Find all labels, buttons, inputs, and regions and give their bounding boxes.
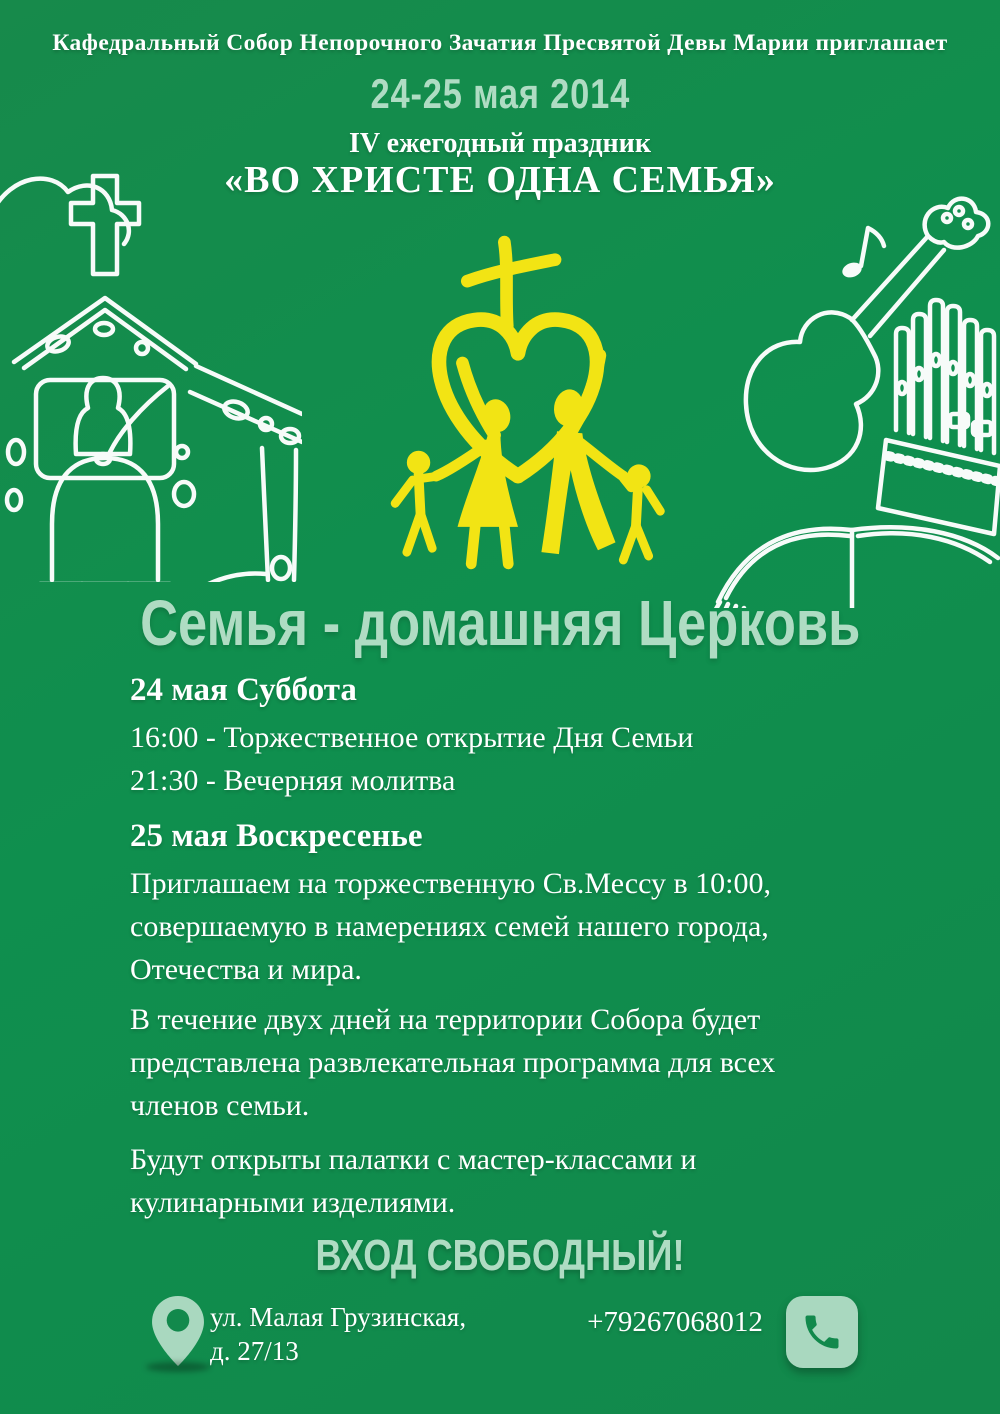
phone-number: +79267068012 (587, 1306, 763, 1338)
slogan-heading: Семья - домашняя Церковь (139, 587, 861, 659)
address-line-2: д. 27/13 (210, 1336, 299, 1366)
family-heart-cross-logo-icon (362, 230, 674, 576)
phone-button (786, 1296, 858, 1368)
invite-line: Кафедральный Собор Непорочного Зачатия Пресвятой Девы Марии приглашает (52, 30, 948, 56)
paragraph-line: В течение двух дней на территории Собора будет (130, 1003, 761, 1036)
saturday-title: 24 мая Суббота (130, 672, 357, 708)
guitar-organ-book-sketch-icon (700, 178, 1000, 608)
location-pin-icon (152, 1296, 204, 1376)
paragraph-line: Будут открыты палатки с мастер-классами и (130, 1143, 697, 1176)
program-paragraph (130, 998, 900, 1127)
address-line-1: ул. Малая Грузинская, (210, 1302, 467, 1332)
paragraph-line: совершаемую в намерениях семей нашего города, (130, 910, 769, 943)
sunday-paragraph (130, 862, 900, 991)
free-entry-heading: ВХОД СВОБОДНЫЙ! (315, 1231, 685, 1280)
schedule-line: 21:30 - Вечерняя молитва (130, 764, 456, 797)
paragraph-line: Приглашаем на торжественную Св.Мессу в 10:00, (130, 867, 771, 900)
paragraph-line: Отечества и мира. (130, 953, 362, 986)
schedule-line: 16:00 - Торжественное открытие Дня Семьи (130, 721, 694, 754)
event-title: «ВО ХРИСТЕ ОДНА СЕМЬЯ» (224, 159, 776, 201)
paragraph-line: представлена развлекательная программа для всех (130, 1046, 776, 1079)
saturday-schedule (130, 716, 900, 802)
pin-shadow (146, 1362, 210, 1372)
church-bell-tower-sketch-icon (0, 152, 302, 582)
tents-paragraph (130, 1138, 900, 1224)
paragraph-line: кулинарными изделиями. (130, 1186, 456, 1219)
event-kicker: IV ежегодный праздник (349, 128, 651, 159)
paragraph-line: членов семьи. (130, 1089, 310, 1122)
address (210, 1300, 466, 1368)
phone-icon (800, 1310, 844, 1354)
dates-heading: 24-25 мая 2014 (370, 70, 630, 117)
sunday-title: 25 мая Воскресенье (130, 818, 423, 854)
